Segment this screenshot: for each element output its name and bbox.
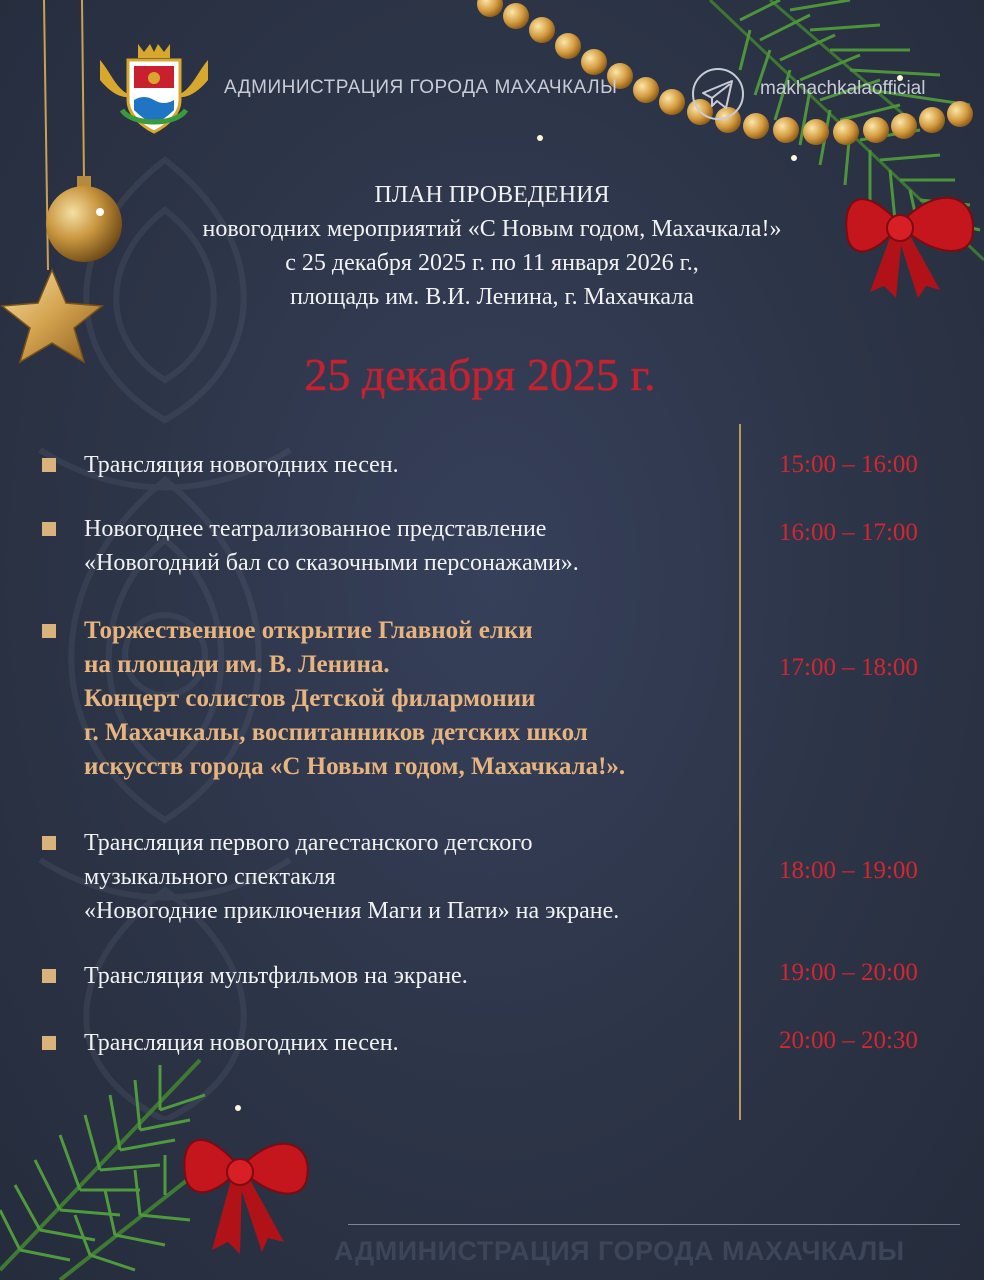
bullet-icon [42,1036,56,1050]
bullet-icon [42,522,56,536]
event-description: Новогоднее театрализованное представление «Новогодний бал со сказочными персонажами». [84,516,579,576]
event-time: 17:00 – 18:00 [779,654,918,681]
telegram-icon[interactable] [690,66,746,122]
coat-of-arms-icon [92,40,216,136]
event-description: Трансляция новогодних песен. [84,1030,399,1056]
fir-branch-icon [0,1060,205,1280]
bullet-icon [42,836,56,850]
event-time: 19:00 – 20:00 [779,959,918,986]
event-description: Трансляция новогодних песен. [84,452,399,478]
admin-name: АДМИНИСТРАЦИЯ ГОРОДА МАХАЧКАЛЫ [224,77,618,98]
bullet-icon [42,458,56,472]
plan-title [0,178,984,314]
footer-watermark: АДМИНИСТРАЦИЯ ГОРОДА МАХАЧКАЛЫ [334,1236,905,1266]
title-line-4: площадь им. В.И. Ленина, г. Махачкала [290,284,694,310]
event-time: 15:00 – 16:00 [779,451,918,478]
title-line-1: ПЛАН ПРОВЕДЕНИЯ [374,182,610,208]
title-line-2: новогодних мероприятий «С Новым годом, Махачкала!» [202,216,782,242]
event-description: Торжественное открытие Главной елки на площади им. В. Ленина. Концерт солистов Детской филармонии г. Махачкалы, воспитанников детских школ искусств города «С Новым годом, Махачкала!». [84,617,626,780]
event-description: Трансляция первого дагестанского детского музыкального спектакля «Новогодние приключения Маги и Пати» на экране. [84,830,620,924]
event-time: 16:00 – 17:00 [779,519,918,546]
fir-decoration-bottom [0,1040,330,1280]
date-heading: 25 декабря 2025 г. [304,349,656,400]
footer-divider [348,1224,960,1225]
telegram-handle[interactable]: makhachkalaofficial [760,78,926,99]
bullet-icon [42,969,56,983]
bullet-icon [42,624,56,638]
event-description: Трансляция мультфильмов на экране. [84,963,468,989]
bow-icon [184,1140,307,1254]
header [92,40,944,136]
event-time: 18:00 – 19:00 [779,857,918,884]
event-time: 20:00 – 20:30 [779,1027,918,1054]
title-line-3: с 25 декабря 2025 г. по 11 января 2026 г., [285,250,699,276]
